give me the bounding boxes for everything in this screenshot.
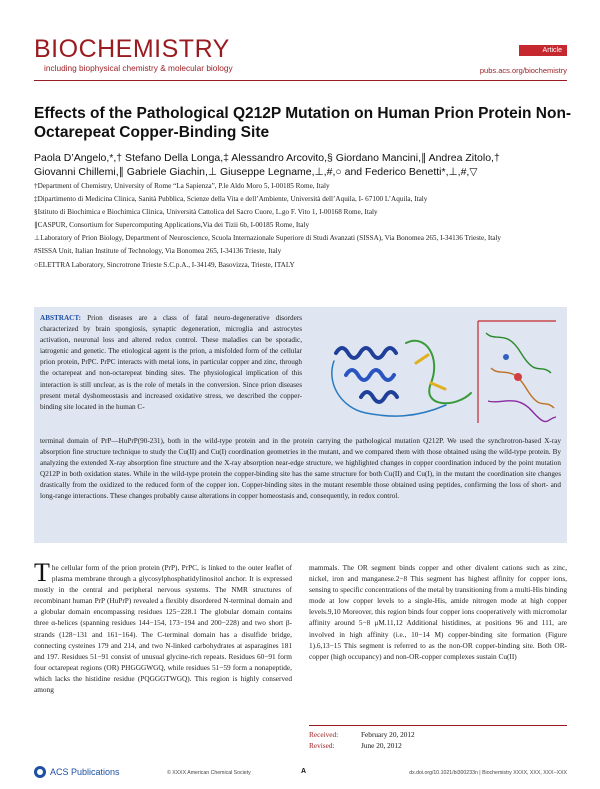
revised-label: Revised: [309, 741, 335, 750]
body-text-right: mammals. The OR segment binds copper and other divalent cations such as zinc, nickel, iron and manganese.2−8 This segment has highest affinity for copper ions, sensing to specific concentrations of the metal by transitioning from a multi-His binding mode at low copper levels to a single-His, amide nitrogen mode at high copper levels.9,10 Moreover, this region binds four copper ions cooperatively with micromolar affinity around 5−8 μM.11,12 Additional histidines, at positions 96 and 111, are involved in high affinity (i.e., 10−14 M) copper-binding site formation (Figure 1).6,13−15 This segment is referred to as the non-OR copper-binding site. Both OR-copper (high occupancy) and non-OR-copper complexes sustain Cu(II) [309, 563, 567, 661]
drop-cap: T [34, 558, 50, 587]
journal-name: BIOCHEMISTRY [34, 35, 230, 63]
author-line-1: Paola D’Angelo,*,† Stefano Della Longa,‡ Alessandro Arcovito,§ Giordano Mancini,∥ Andrea Zitolo,† [34, 152, 500, 164]
abstract-label: ABSTRACT: [40, 314, 82, 322]
abstract-text-part-1: Prion diseases are a class of fatal neuro-degenerative disorders characterized by brain spongiosis, synaptic degeneration, microglia and astrocytes activation, neuronal loss and altered redox control. These maladies can be sporadic, iatrogenic and genetic. The etiological agent is the prion, a misfolded form of the cellular prion protein, PrPC. PrPC interacts with metal ions, in particular copper and zinc, through the octarepeat and non-octarepeat binding sites. The physiological implication of this interaction is still unclear, as is the role of metals in the conversion. Since prion diseases present metal dyshomeostasis and increased oxidative stress, we described the copper-binding site located in the human C- [40, 314, 303, 411]
affiliation-7: ○ELETTRA Laboratory, Sincrotrone Trieste S.C.p.A., I-34149, Basovizza, Trieste, ITALY [34, 260, 295, 269]
abstract-box [34, 307, 567, 543]
page-footer [34, 766, 567, 780]
affiliation-1: †Department of Chemistry, University of Rome “La Sapienza”, P.le Aldo Moro 5, I-00185 Rome, Italy [34, 182, 330, 190]
article-dates [309, 725, 567, 751]
protein-structure-graphic [306, 313, 564, 431]
body-text-left: he cellular form of the prion protein (PrP), PrPC, is linked to the outer leaflet of plasma membrane through a glycosylphosphatidylinositol anchor. It is expressed mostly in the central and peripheral nervous systems. The NMR structures of recombinant human PrP (HuPrP) revealed a flexibly disordered N-terminal domain and a globular domain encompassing residues 125−228.1 The globular domain contains three α-helices (spanning residues 144−154, 173−194 and 200−228) and two short β-strands (128−131 and 161−164). The C-terminal domain has a disulfide bridge, connecting cysteines 179 and 214, and two N-linked carbohydrates at asparagines 181 and 197. Residues 51−91 consist of unusual glycine-rich repeats. Residues 60−91 form four octarepeat regions (OR) PHGGGWGQ, while residues 51−59 form a nonapeptide, which lacks the histidine residue (PQGGGTWGQ). This region is highly conserved among [34, 563, 292, 695]
journal-url-link[interactable]: pubs.acs.org/biochemistry [479, 66, 567, 75]
journal-tagline: including biophysical chemistry & molecular biology [44, 63, 233, 73]
revised-value: June 20, 2012 [361, 741, 402, 750]
affiliation-4: ∥CASPUR, Consortium for Supercomputing Applications,Via dei Tizii 6b, I-00185 Rome, Italy [34, 221, 310, 230]
received-date-row [309, 729, 567, 740]
page-number: A [301, 768, 307, 775]
affiliation-3: §Istituto di Biochimica e Biochimica Clinica, Università Cattolica del Sacro Cuore, L.go F. Vito 1, I-00168 Rome, Italy [34, 208, 378, 217]
journal-logo[interactable] [34, 37, 233, 73]
affiliation-5: ⊥Laboratory of Prion Biology, Department of Neuroscience, Scuola Internazionale Superiore di Studi Avanzati (SISSA), Via Bonomea 265, I-34136 Trieste, Italy [34, 234, 501, 243]
received-value: February 20, 2012 [361, 730, 415, 739]
revised-date-row [309, 740, 567, 751]
paper-title: Effects of the Pathological Q212P Mutation on Human Prion Protein Non-Octarepeat Copper-Binding Site [34, 105, 572, 141]
acs-logo-icon [34, 766, 46, 778]
publisher-name: ACS Publications [50, 767, 120, 777]
received-label: Received: [309, 730, 339, 739]
acs-publications-logo[interactable] [34, 766, 120, 778]
affiliation-6: #SISSA Unit, Italian Institute of Technology, Via Bonomea 265, I-34136 Trieste, Italy [34, 247, 282, 256]
affiliations [34, 181, 574, 273]
body-column-right [309, 562, 567, 662]
header-divider [34, 80, 567, 81]
author-list [34, 151, 574, 179]
doi-link[interactable]: dx.doi.org/10.1021/bi300233n | Biochemistry XXXX, XXX, XXX−XXX [409, 770, 567, 776]
article-type-badge: Article [519, 45, 567, 56]
abstract-text-top [40, 313, 302, 413]
affiliation-2: ‡Dipartimento di Medicina Clinica, Sanità Pubblica, Scienze della Vita e dell’Ambiente, Università dell’Aquila, I- 67100 L’Aquila, Italy [34, 195, 428, 204]
abstract-text-part-2: terminal domain of PrP—HuPrP(90-231), both in the wild-type protein and in the protein carrying the pathological mutation Q212P. We used the synchrotron-based X-ray absorption fine structure technique to study the Cu(II) and Cu(I) coordination geometries in the mutant, and we compared them with those obtained using the wild-type protein. By analyzing the extended X-ray absorption fine structure and the X-ray absorption near-edge structure, we highlighted changes in copper coordination induced by the point mutation Q212P in both oxidation states. While in the wild-type protein the copper-binding site has the same structure for both Cu(II) and Cu(I), in the mutant the coordination site changes drastically from the oxidized to the reduced form of the copper ion. Copper-binding sites in the mutant resemble those obtained using peptides, confirming the loss of short- and long-range interactions. These changes probably cause alterations in copper homeostasis and, consequently, in redox control. [40, 437, 561, 501]
body-column-left [34, 558, 292, 695]
author-line-2: Giovanni Chillemi,∥ Gabriele Giachin,⊥ Giuseppe Legname,⊥,#,○ and Federico Benetti*,⊥,#,▽ [34, 166, 478, 178]
copyright-notice: © XXXX American Chemical Society [167, 770, 251, 776]
